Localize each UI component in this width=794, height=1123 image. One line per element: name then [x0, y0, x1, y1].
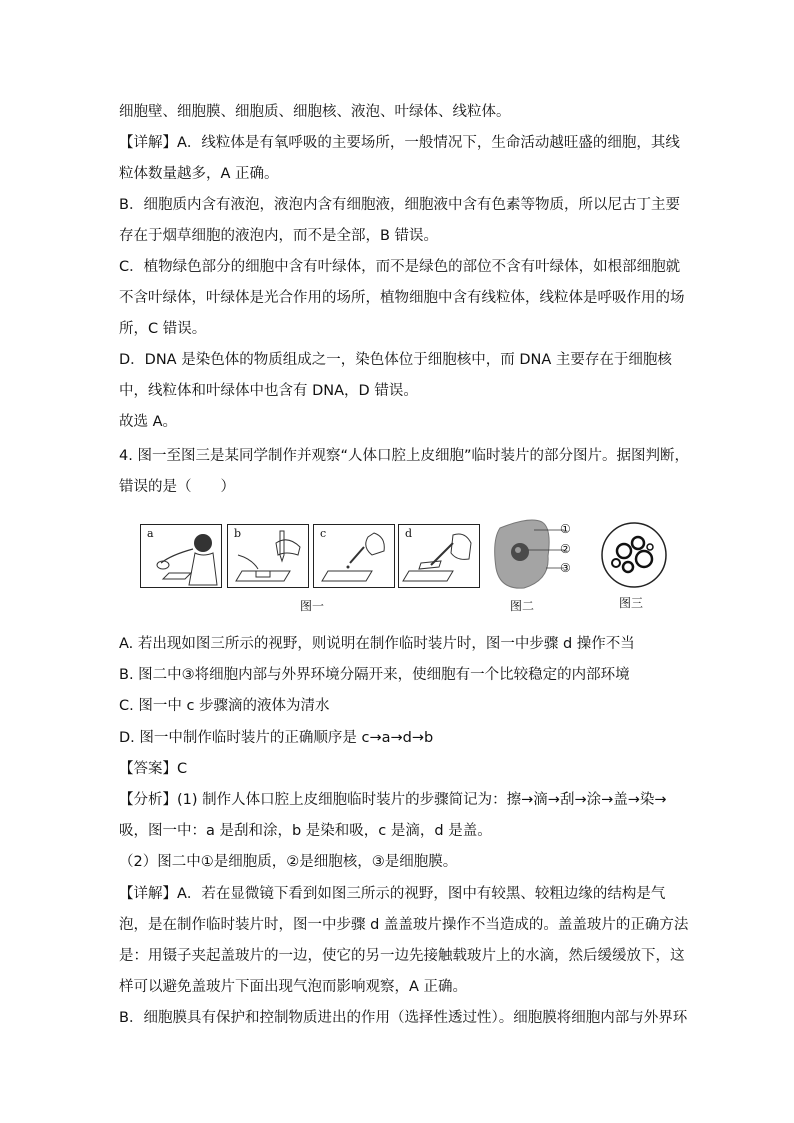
panel-a [140, 524, 222, 588]
text-line-4: B．细胞质内含有液泡，液泡内含有细胞液，细胞液中含有色素等物质，所以尼古丁主要 [119, 197, 680, 213]
analysis-line-3: （2）图二中①是细胞质，②是细胞核，③是细胞膜。 [119, 854, 458, 870]
text-line-5: 存在于烟草细胞的液泡内，而不是全部，B 错误。 [119, 228, 439, 244]
text-line-9: D．DNA 是染色体的物质组成之一，染色体位于细胞核中，而 DNA 主要存在于细胞核 [119, 352, 672, 368]
option-b: B. 图二中③将细胞内部与外界环境分隔开来，使细胞有一个比较稳定的内部环境 [119, 667, 630, 683]
analysis-line-1: 【分析】(1) 制作人体口腔上皮细胞临时装片的步骤简记为：擦→滴→刮→涂→盖→染→ [119, 792, 667, 808]
figure-3-caption: 图三 [619, 596, 644, 610]
panel-b [227, 524, 309, 588]
cell-label-2: ② [560, 542, 571, 556]
option-a: A. 若出现如图三所示的视野，则说明在制作临时装片时，图一中步骤 d 操作不当 [119, 636, 635, 652]
analysis-line-2: 吸，图一中：a 是刮和涂，b 是染和吸，c 是滴，d 是盖。 [119, 823, 492, 839]
panel-label-d: d [405, 527, 413, 540]
detail-line-5: B．细胞膜具有保护和控制物质进出的作用（选择性透过性）。细胞膜将细胞内部与外界环 [119, 1010, 688, 1026]
panel-d [398, 524, 480, 588]
panel-c [313, 524, 395, 588]
panel-label-c: c [320, 527, 327, 540]
text-line-11: 故选 A。 [119, 414, 178, 430]
detail-line-4: 样可以避免盖玻片下面出现气泡而影响观察，A 正确。 [119, 979, 468, 995]
text-line-1: 细胞壁、细胞膜、细胞质、细胞核、液泡、叶绿体、线粒体。 [119, 104, 511, 120]
cell-label-3: ③ [560, 561, 571, 575]
detail-line-1: 【详解】A．若在显微镜下看到如图三所示的视野，图中有较黑、较粗边缘的结构是气 [119, 886, 666, 902]
figure-2-caption: 图二 [510, 599, 535, 613]
option-c: C. 图一中 c 步骤滴的液体为清水 [119, 698, 330, 714]
figure-3 [600, 519, 672, 595]
question-stem: 4. 图一至图三是某同学制作并观察“人体口腔上皮细胞”临时装片的部分图片。据图判断， [119, 448, 689, 464]
figure-1-caption: 图一 [300, 599, 325, 613]
text-line-10: 中，线粒体和叶绿体中也含有 DNA，D 错误。 [119, 383, 418, 399]
text-line-7: 不含叶绿体，叶绿体是光合作用的场所，植物细胞中含有线粒体，线粒体是呼吸作用的场 [119, 290, 685, 306]
text-line-6: C．植物绿色部分的细胞中含有叶绿体，而不是绿色的部位不含有叶绿体，如根部细胞就 [119, 259, 681, 275]
detail-line-3: 是：用镊子夹起盖玻片的一边，使它的另一边先接触载玻片上的水滴，然后缓缓放下，这 [119, 948, 685, 964]
panel-label-a: a [147, 527, 154, 540]
panel-label-b: b [234, 527, 242, 540]
text-line-8: 所，C 错误。 [119, 321, 207, 337]
cell-label-1: ① [560, 522, 571, 536]
text-line-2: 【详解】A．线粒体是有氧呼吸的主要场所，一般情况下，生命活动越旺盛的细胞，其线 [119, 135, 680, 151]
question-stem-2: 错误的是（ ） [119, 479, 235, 495]
answer: 【答案】C [119, 761, 188, 777]
microscope-field-with-bubbles [600, 519, 672, 591]
detail-line-2: 泡，是在制作临时装片时，图一中步骤 d 盖盖玻片操作不当造成的。盖盖玻片的正确方法 [119, 917, 689, 933]
option-d: D. 图一中制作临时装片的正确顺序是 c→a→d→b [119, 730, 434, 746]
text-line-3: 粒体数量越多，A 正确。 [119, 166, 279, 182]
